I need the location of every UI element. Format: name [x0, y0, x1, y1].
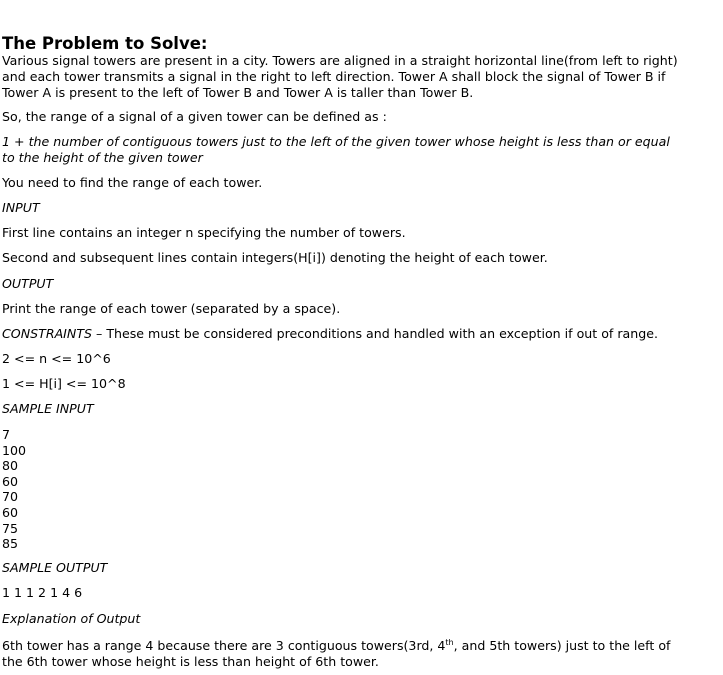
page-title: The Problem to Solve: — [2, 34, 208, 53]
range-definition — [2, 134, 670, 166]
definition-line-1: 1 + the number of contiguous towers just to the left of the given tower whose height is less than or equal — [2, 134, 670, 149]
explanation-paragraph — [2, 638, 670, 670]
sample-output-text: 1 1 1 2 1 4 6 — [2, 585, 83, 600]
explanation-superscript: th — [445, 637, 454, 647]
input-heading: INPUT — [2, 200, 40, 215]
explanation-line-2: the 6th tower whose height is less than height of 6th tower. — [2, 653, 379, 669]
sample-input-value: 85 — [2, 536, 19, 552]
constraints-heading: CONSTRAINTS — [2, 326, 93, 341]
definition-line-2: to the height of the given tower — [2, 149, 203, 165]
sample-input-value: 7 — [2, 427, 11, 442]
sample-input-value: 60 — [2, 473, 19, 489]
sample-input-value: 80 — [2, 458, 19, 474]
sample-input-list — [2, 427, 26, 552]
constraint-height: 1 <= H[i] <= 10^8 — [2, 376, 126, 391]
sample-input-value: 70 — [2, 489, 19, 505]
constraint-n: 2 <= n <= 10^6 — [2, 351, 111, 366]
output-text: Print the range of each tower (separated by a space). — [2, 301, 341, 316]
input-line-2: Second and subsequent lines contain integers(H[i]) denoting the height of each tower. — [2, 250, 548, 265]
explanation-part-1: 6th tower has a range 4 because there are 3 contiguous towers(3rd, 4 — [2, 638, 446, 653]
intro-line-1: Various signal towers are present in a city. Towers are aligned in a straight horizontal line(from left to right) — [2, 53, 678, 68]
explanation-heading: Explanation of Output — [2, 611, 141, 626]
intro-line-3: Tower A is present to the left of Tower B and Tower A is taller than Tower B. — [2, 84, 474, 100]
input-line-1: First line contains an integer n specifying the number of towers. — [2, 225, 406, 240]
output-heading: OUTPUT — [2, 276, 54, 291]
constraints-paragraph — [2, 326, 658, 342]
task-statement: You need to find the range of each tower. — [2, 175, 263, 190]
sample-input-heading: SAMPLE INPUT — [2, 401, 94, 416]
intro-paragraph — [2, 53, 678, 100]
sample-input-value: 60 — [2, 504, 19, 520]
sample-input-value: 100 — [2, 442, 27, 458]
explanation-part-2: , and 5th towers) just to the left of — [453, 638, 671, 653]
range-intro: So, the range of a signal of a given tower can be defined as : — [2, 109, 387, 124]
sample-input-value: 75 — [2, 520, 19, 536]
intro-line-2: and each tower transmits a signal in the right to left direction. Tower A shall block the signal of Tower B if — [2, 68, 666, 84]
sample-output-heading: SAMPLE OUTPUT — [2, 560, 108, 575]
constraints-text: – These must be considered preconditions and handled with an exception if out of range. — [92, 326, 658, 341]
